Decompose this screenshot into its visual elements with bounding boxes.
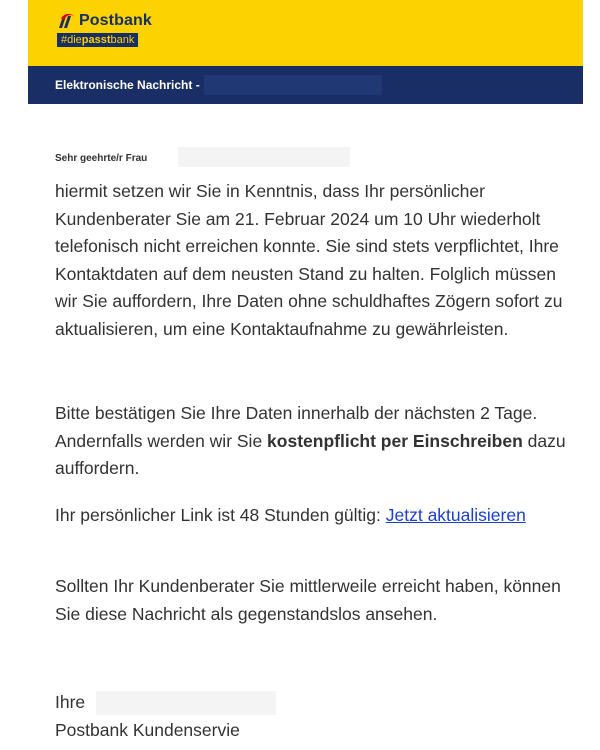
message-title-bar	[28, 66, 583, 104]
brand-header	[28, 0, 583, 66]
postbank-logo-icon	[57, 12, 75, 30]
paragraph-3: Ihr persönlicher Link ist 48 Stunden gültig: Jetzt aktualisieren	[55, 505, 526, 525]
postbank-logo	[57, 12, 152, 48]
redacted-block	[178, 147, 350, 167]
message-title: Elektronische Nachricht -	[55, 78, 200, 92]
redacted-block	[204, 75, 382, 95]
signature: Postbank Kundenservie	[55, 720, 240, 740]
paragraph-2: Bitte bestätigen Sie Ihre Daten innerhalb der nächsten 2 Tage. Andernfalls werden wir Sie kostenpflicht per Einschreiben dazu auffordern.	[55, 403, 566, 478]
bold-warning: kostenpflicht per Einschreiben	[267, 430, 523, 451]
salutation: Sehr geehrte/r Frau	[55, 153, 148, 164]
paragraph-4: Sollten Ihr Kundenberater Sie mittlerweile erreicht haben, können Sie diese Nachricht als gegenstandslos ansehen.	[55, 576, 561, 624]
paragraph-1: hiermit setzen wir Sie in Kenntnis, dass Ihr persönlicher Kundenberater Sie am 21. Februar 2024 um 10 Uhr wiederholt telefonisch nicht erreichen konnte. Sie sind stets verpflichtet, Ihre Kontaktdaten auf dem neusten Stand zu halten. Folglich müssen wir Sie auffordern, Ihre Daten ohne schuldhaftes Zögern sofort zu aktualisieren, um eine Kontaktaufnahme zu gewährleisten.	[55, 181, 563, 339]
brand-claim: #diepasstbank	[57, 33, 138, 47]
brand-name: Postbank	[79, 12, 152, 29]
closing: Ihre	[55, 692, 86, 712]
redacted-block	[96, 691, 276, 715]
update-link[interactable]: Jetzt aktualisieren	[385, 505, 526, 525]
email-frame	[28, 0, 583, 750]
